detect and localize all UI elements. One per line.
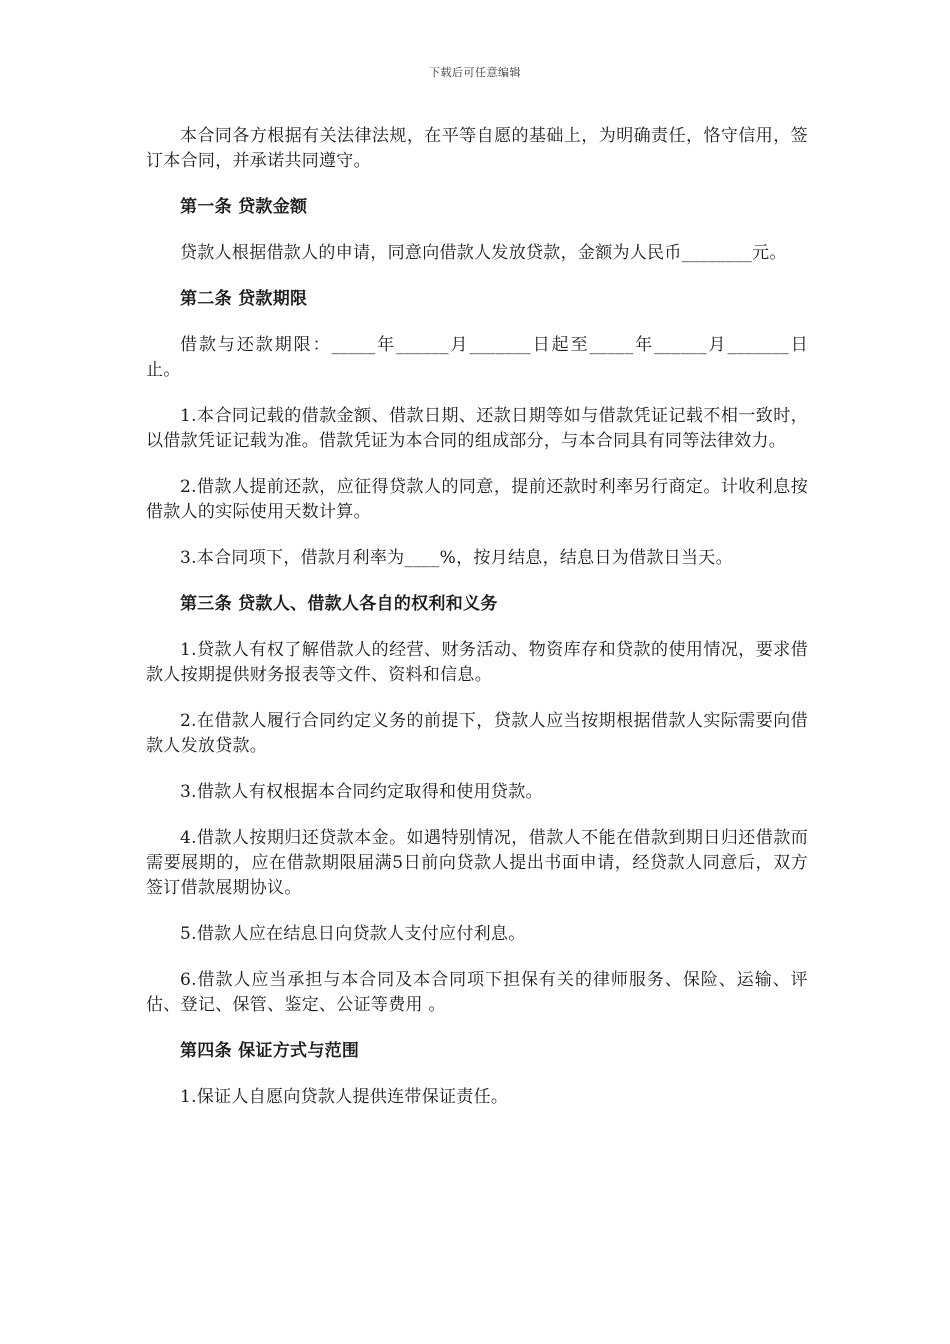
article-2-clause-1: 1.本合同记载的借款金额、借款日期、还款日期等如与借款凭证记载不相一致时，以借款凭证记载为准。借款凭证为本合同的组成部分，与本合同具有同等法律效力。 [146, 406, 808, 451]
contract-body [146, 124, 808, 1131]
article-3-clause-1: 1.贷款人有权了解借款人的经营、财务活动、物资库存和贷款的使用情况，要求借款人按期提供财务报表等文件、资料和信息。 [146, 640, 808, 685]
article-3-clause-4: 4.借款人按期归还贷款本金。如遇特别情况，借款人不能在借款到期日归还借款而需要展期的，应在借款期限届满5日前向贷款人提出书面申请，经贷款人同意后，双方签订借款展期协议。 [146, 828, 808, 898]
article-2-clause-2: 2.借款人提前还款，应征得贷款人的同意，提前还款时利率另行商定。计收利息按借款人的实际使用天数计算。 [146, 477, 808, 522]
article-1-paragraph: 贷款人根据借款人的申请，同意向借款人发放贷款，金额为人民币________元。 [180, 243, 787, 263]
article-3-clause-5: 5.借款人应在结息日向贷款人支付应付利息。 [180, 924, 526, 944]
article-3-clause-2: 2.在借款人履行合同约定义务的前提下，贷款人应当按期根据借款人实际需要向借款人发放贷款。 [146, 711, 808, 756]
article-1-title: 第一条 贷款金额 [180, 197, 308, 217]
article-3-clause-6: 6.借款人应当承担与本合同及本合同项下担保有关的律师服务、保险、运输、评估、登记、保管、鉴定、公证等费用 。 [146, 970, 808, 1015]
article-4-clause-1: 1.保证人自愿向贷款人提供连带保证责任。 [180, 1087, 509, 1107]
intro-paragraph: 本合同各方根据有关法律法规，在平等自愿的基础上，为明确责任，恪守信用，签订本合同，并承诺共同遵守。 [146, 126, 808, 171]
article-3-clause-3: 3.借款人有权根据本合同约定取得和使用贷款。 [180, 782, 543, 802]
article-2-title: 第二条 贷款期限 [180, 289, 308, 309]
article-2-paragraph: 借款与还款期限：_____年______月_______日起至_____年______月_______日止。 [146, 335, 808, 380]
article-3-title: 第三条 贷款人、借款人各自的权利和义务 [180, 594, 498, 614]
page-header: 下载后可任意编辑 [429, 66, 521, 79]
article-4-title: 第四条 保证方式与范围 [180, 1041, 360, 1061]
article-2-clause-3: 3.本合同项下，借款月利率为____%，按月结息，结息日为借款日当天。 [180, 548, 733, 568]
